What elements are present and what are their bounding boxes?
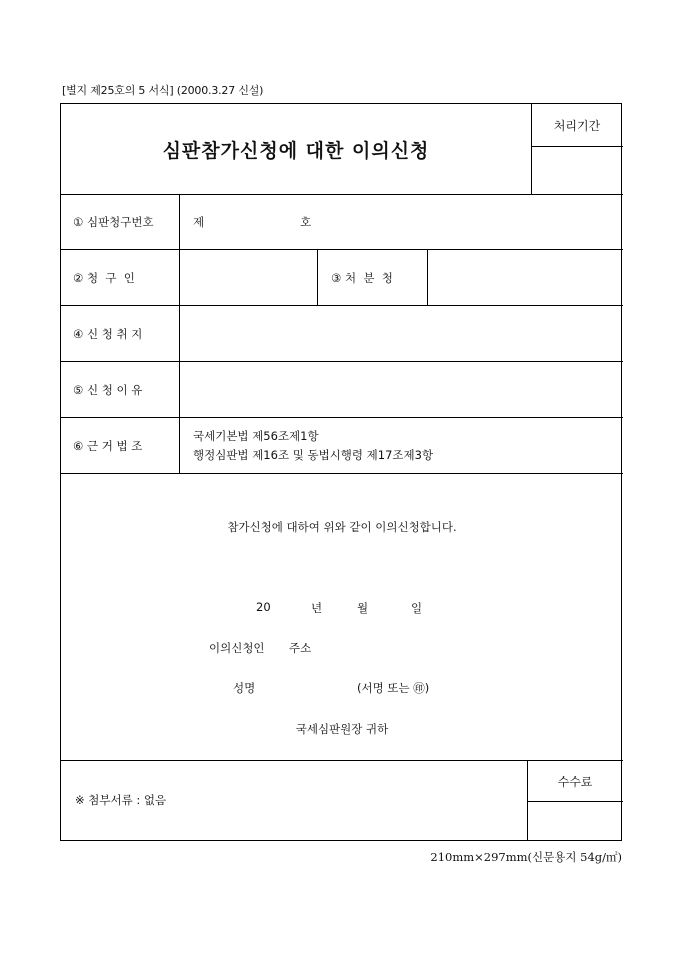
processing-period-field[interactable] — [531, 146, 623, 194]
fee-field[interactable] — [527, 801, 623, 841]
form-reference: [별지 제25호의 5 서식] (2000.3.27 신설) — [62, 84, 264, 97]
attachments-note: ※ 첨부서류 : 없음 — [75, 793, 167, 807]
date-year: 년 — [311, 601, 323, 615]
divider — [61, 473, 623, 474]
addressee: 국세심판원장 귀하 — [295, 722, 389, 736]
purpose-field[interactable] — [179, 306, 623, 361]
legal-basis-field — [179, 418, 623, 473]
address-label: 주소 — [289, 641, 312, 655]
date-month: 월 — [357, 601, 369, 615]
objection-form — [60, 103, 622, 841]
applicant-label: 이의신청인 — [209, 641, 265, 655]
legal-basis-line-1: 국세기본법 제56조제1항 — [193, 429, 319, 443]
fee-label: 수수료 — [557, 774, 593, 789]
legal-basis-label: ⑥ 근 거 법 조 — [73, 438, 143, 453]
form-title: 심판참가신청에 대한 이의신청 — [162, 139, 430, 162]
claimant-label: ② 청 구 인 — [73, 270, 135, 285]
paper-size-note: 210mm×297mm(신문용지 54g/㎡) — [430, 850, 622, 864]
reason-label: ⑤ 신 청 이 유 — [73, 382, 143, 397]
case-number-suffix: 호 — [300, 215, 312, 229]
declaration-text: 참가신청에 대하여 위와 같이 이의신청합니다. — [227, 520, 457, 534]
claimant-field[interactable] — [179, 250, 317, 305]
processing-period-label: 처리기간 — [553, 118, 601, 133]
disposing-office-label: ③ 처 분 청 — [331, 270, 393, 285]
divider — [179, 194, 180, 473]
disposing-office-field[interactable] — [427, 250, 623, 305]
date-year-prefix: 20 — [256, 600, 271, 614]
case-number-prefix: 제 — [193, 215, 205, 229]
signature-note: (서명 또는 ㊞) — [357, 681, 430, 695]
name-label: 성명 — [233, 681, 256, 695]
case-number-label: ① 심판청구번호 — [73, 215, 154, 229]
reason-field[interactable] — [179, 362, 623, 417]
date-day: 일 — [411, 601, 423, 615]
legal-basis-line-2: 행정심판법 제16조 및 동법시행령 제17조제3항 — [193, 448, 434, 462]
purpose-label: ④ 신 청 취 지 — [73, 326, 143, 341]
case-number-field[interactable] — [179, 195, 623, 249]
